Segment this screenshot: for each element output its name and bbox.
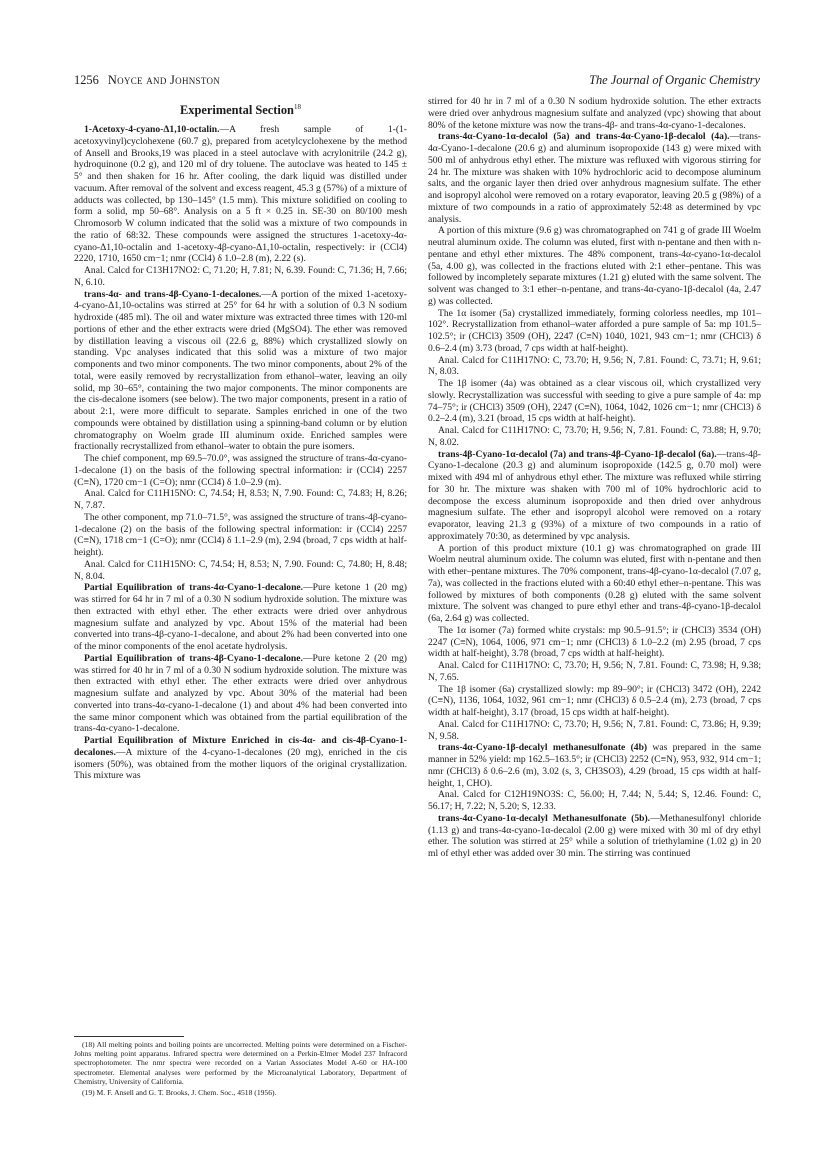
paragraph (74, 653, 407, 735)
footnote: (18) All melting points and boiling points are uncorrected. Melting points were determined on a Fischer-Johns melting point apparatus. Infrared spectra were determined on a Perkin-Elmer Model 237 Infracord spectrophotometer. The nmr spectra were recorded on a Varian Associates Model A-60 or HA-100 spectrometer. Elemental analyses were performed by the Microanalytical Laboratory, Department of Chemistry, University of California. (74, 1040, 407, 1086)
paragraph-text: The 1β isomer (6a) crystallized slowly: mp 89–90°; ir (CHCl3) 3472 (OH), 2242 (C≡N), 1136, 1064, 1032, 961 cm−1; nmr (CHCl3) δ 0.5–2.4 (m), 2.73 (broad, 7 cps width at half-height), 3.17 (broad, 15 cps width at half-height). (428, 683, 761, 718)
paragraph (74, 289, 407, 454)
paragraph (74, 735, 407, 782)
paragraph (428, 660, 761, 684)
paragraph (428, 131, 761, 225)
journal-title: The Journal of Organic Chemistry (589, 73, 760, 87)
paragraph (428, 543, 761, 625)
paragraph (428, 96, 761, 131)
running-authors: Noyce and Johnston (107, 73, 221, 87)
paragraph-text: —Methanesulfonyl chloride (1.13 g) and trans-4α-cyano-1α-decalol (2.00 g) were mixed with 30 ml of dry ethyl ether. The solution was stirred at 25° while a solution of triethylamine (1.02 g) in 20 ml of ethyl ether was added over 30 min. The stirring was continued (428, 812, 761, 859)
paragraph-text: A portion of this mixture (9.6 g) was chromatographed on 741 g of grade III Woelm neutral aluminum oxide. The column was eluted, first with n-pentane and then with n-pentane and ethyl ether mixtures. The 48% component, trans-4α-cyano-1α-decalol (5a, 4.00 g), was collected in the fractions eluted with 2:1 ether–pentane. This was followed by incompletely separate mixtures (1.21 g) eluted with the same solvent. The solvent was changed to 3:1 ether–n-pentane, and trans-4α-cyano-1β-decalol (4a, 2.47 g) was collected. (428, 225, 761, 307)
paragraph-text: The 1β isomer (4a) was obtained as a clear viscous oil, which crystallized very slowly. Recrystallization was successful with seeding to give a pure sample of 4a: mp 74–75°; ir (CHCl3) 3509 (OH), 2247 (C≡N), 1064, 1042, 1026 cm−1; nmr (CHCl3) δ 0.2–2.4 (m), 3.21 (broad, 15 cps width at half-height). (428, 378, 761, 425)
paragraph-text: The chief component, mp 69.5–70.0°, was assigned the structure of trans-4α-cyano-1-decalone (1) on the basis of the following spectral information: ir (CCl4) 2257 (C≡N), 1720 cm−1 (C=O); nmr (CCl4) δ 1.0–2.9 (m). (74, 453, 407, 488)
paragraph-text: —A portion of the mixed 1-acetoxy-4-cyano-Δ1,10-octalins was stirred at 25° for 64 hr with a solution of 0.3 N sodium hydroxide (485 ml). The oil and water mixture was extracted three times with 120-ml portions of ether and the ether extracts were dried (MgSO4). The ether was removed by distillation leaving a viscous oil (22.6 g, 88%) which crystallized slowly on standing. Vpc analyses indicated that this solid was a mixture of two major components and two minor components. The two minor components, about 2% of the total, were easily removed by recrystallization from ethanol–water, leaving an oily solid, mp 30–65°, containing the two major components. The minor components are the cis-decalone isomers (see below). The two major components, present in a ratio of about 2:1, were more difficult to separate. Samples enriched in one of the two compounds were obtained by distillation using a spinning-band column or by elution chromatography on Woelm grade III aluminum oxide. Enriched samples were fractionally recrystallized from ethanol–water to obtain the pure isomers. (74, 288, 407, 453)
left-column (74, 96, 407, 782)
run-in-heading: Partial Equilibration of trans-4β-Cyano-1-decalone. (84, 652, 303, 664)
paragraph-text: Anal. Calcd for C11H15NO: C, 74.54; H, 8.53; N, 7.90. Found: C, 74.83; H, 8.26; N, 7.87. (74, 488, 407, 512)
header-left (74, 72, 220, 88)
section-title (74, 100, 407, 118)
paragraph-text: —A mixture of the 4-cyano-1-decalones (20 mg), enriched in the cis isomers (50%), was obtained from the mother liquors of the original crystallization. This mixture was (74, 746, 407, 782)
paragraph-text: —A fresh sample of 1-(1-acetoxyvinyl)cyclohexene (60.7 g), prepared from acetylcyclohexene by the method of Ansell and Brooks,19 was placed in a steel autoclave with acrylonitrile (24.2 g), hydroquinone (0.2 g), and 120 ml of dry toluene. The autoclave was heated to 145 ± 5° and then shaken for 16 hr. After cooling, the dark liquid was distilled under vacuum. After removal of the solvent and excess reagent, 45.3 g (57%) of a mixture of adducts was collected, bp 130–145° (1.5 mm). This mixture solidified on cooling to form a solid, mp 50–68°. Analysis on a 5 ft × 0.25 in. SE-30 on 80/100 mesh Chromosorb W column indicated that the solid was a mixture of two compounds in the ratio of 68:32. These compounds were assigned the structures 1-acetoxy-4α-cyano-Δ1,10-octalin and 1-acetoxy-4β-cyano-Δ1,10-octalin, respectively: ir (CCl4) 2220, 1710, 1650 cm−1; nmr (CCl4) δ 1.0–2.8 (m), 2.22 (s). (74, 124, 407, 265)
paragraph (428, 225, 761, 307)
paragraph (428, 719, 761, 743)
paragraph (74, 512, 407, 559)
paragraph-text: Anal. Calcd for C11H17NO: C, 73.70; H, 9.56; N, 7.81. Found: C, 73.98; H, 9.38; N, 7.65. (428, 660, 761, 683)
paragraph (428, 789, 761, 813)
run-in-heading: Partial Equilibration of Mixture Enriched in cis-4α- and cis-4β-Cyano-1-decalones. (74, 735, 407, 758)
run-in-heading: trans-4α-Cyano-1α-decalyl Methanesulfonate (5b). (438, 812, 651, 824)
paragraph (428, 742, 761, 789)
paragraph (74, 559, 407, 583)
section-title-text: Experimental Section (180, 103, 294, 118)
paragraph (74, 453, 407, 488)
paragraph-text: was prepared in the same manner in 52% yield: mp 162.5–163.5°; ir (CHCl3) 2252 (C≡N), 953, 932, 914 cm−1; nmr (CHCl3) δ 0.6–2.6 (m), 3.02 (s, 3, CH3SO3), 4.29 (broad, 15 cps width at half-height, 1, CHO). (428, 742, 761, 789)
paragraph (428, 449, 761, 543)
paragraph (74, 265, 407, 289)
footnotes (74, 1040, 407, 1099)
right-column (428, 96, 761, 860)
paragraph (428, 425, 761, 449)
paragraph-text: The other component, mp 71.0–71.5°, was assigned the structure of trans-4β-cyano-1-decalone (2) on the basis of the following spectral information: ir (CCl4) 2257 (C≡N), 1718 cm−1 (C=O); nmr (CCl4) δ 1.1–2.9 (m), 2.94 (broad, 7 cps width at half-height). (74, 511, 407, 559)
footnote-rule (74, 1036, 184, 1037)
run-in-heading: trans-4α-Cyano-1α-decalol (5a) and trans-4α-Cyano-1β-decalol (4a). (438, 131, 730, 143)
page-number: 1256 (74, 73, 99, 87)
paragraph (428, 813, 761, 860)
paragraph-text: Anal. Calcd for C11H17NO: C, 73.70; H, 9.56; N, 7.81. Found: C, 73.88; H, 9.70; N, 8.02. (428, 425, 761, 448)
paragraph (74, 488, 407, 512)
run-in-heading: trans-4α- and trans-4β-Cyano-1-decalones. (84, 288, 262, 300)
paragraph (428, 625, 761, 660)
paragraph-text: —trans-4α-Cyano-1-decalone (20.6 g) and aluminum isopropoxide (143 g) were mixed with 500 ml of anhydrous ethyl ether. The mixture was refluxed with vigorous stirring for 24 hr. The mixture was shaken with 10% hydrochloric acid to decompose aluminum salts, and the organic layer then dried over anhydrous magnesium sulfate. The ether and isopropyl alcohol were removed on a rotary evaporator, leaving 20.5 g (98%) of a mixture of two compounds in a ratio of approximately 52:48 as determined by vpc analysis. (428, 131, 761, 225)
section-title-ref: 18 (293, 103, 301, 111)
paragraph-text: The 1α isomer (7a) formed white crystals: mp 90.5–91.5°; ir (CHCl3) 3534 (OH) 2247 (C≡N), 1064, 1006, 971 cm−1; nmr (CHCl3) δ 1.0–2.2 (m) 2.95 (broad, 7 cps width at half-height), 3.78 (broad, 7 cps width at half-height). (428, 624, 761, 660)
paragraph-text: —Pure ketone 2 (20 mg) was stirred for 40 hr in 7 ml of a 0.30 N sodium hydroxide solution. The mixture was then extracted with ethyl ether. The ether extracts were dried over anhydrous magnesium sulfate and analyzed by vpc. About 30% of the material had been converted into trans-4α-cyano-1-decalone (1) and about 4% had been converted into the same minor component which was obtained from the partial equilibration of the trans-4α-cyano-1-decalone. (74, 652, 407, 735)
paragraph-text: Anal. Calcd for C11H17NO: C, 73.70; H, 9.56; N, 7.81. Found: C, 73.86; H, 9.39; N, 9.58. (428, 718, 761, 742)
paragraph-text: Anal. Calcd for C11H15NO: C, 74.54; H, 8.53; N, 7.90. Found: C, 74.80; H, 8.48; N, 8.04. (74, 558, 407, 582)
paragraph-text: Anal. Calcd for C12H19NO3S: C, 56.00; H, 7.44; N, 5.44; S, 12.46. Found: C, 56.17; H, 7.22; N, 5.20; S, 12.33. (428, 789, 761, 812)
left-paragraphs (74, 124, 407, 782)
paragraph-text: Anal. Calcd for C11H17NO: C, 73.70; H, 9.56; N, 7.81. Found: C, 73.71; H, 9.61; N, 8.03. (428, 354, 761, 378)
right-paragraphs (428, 96, 761, 860)
paragraph-text: —Pure ketone 1 (20 mg) was stirred for 64 hr in 7 ml of a 0.30 N sodium hydroxide solution. The mixture was then extracted with ethyl ether. The ether extracts were dried over anhydrous magnesium sulfate and analyzed by vpc. About 15% of the material had been converted into trans-4β-cyano-1-decalone, and about 2% had been converted into one of the minor components of the enol acetate hydrolysis. (74, 582, 407, 653)
paragraph-text: Anal. Calcd for C13H17NO2: C, 71.20; H, 7.81; N, 6.39. Found: C, 71.36; H, 7.66; N, 6.10. (74, 265, 407, 288)
paragraph-text: A portion of this product mixture (10.1 g) was chromatographed on grade III Woelm neutral aluminum oxide. The column was eluted, first with n-pentane and then with ether–pentane mixtures. The 70% component, trans-4β-cyano-1α-decalol (7.07 g, 7a), was collected in the fractions eluted with a 60:40 ethyl ether–n-pentane. This was followed by mixtures of both components (0.28 g) eluted with the same solvent mixture. The solvent was changed to pure ethyl ether and trans-4β-cyano-1β-decalol (6a, 2.64 g) was collected. (428, 542, 761, 624)
paragraph-text: The 1α isomer (5a) crystallized immediately, forming colorless needles, mp 101–102°. Recrystallization from ethanol–water afforded a pure sample of 5a: mp 101.5–102.5°; ir (CHCl3) 3509 (OH), 2247 (C≡N) 1040, 1021, 943 cm−1; nmr (CHCl3) δ 0.6–2.4 (m) 3.73 (broad, 7 cps width at half-height). (428, 307, 761, 354)
run-in-heading: trans-4α-Cyano-1β-decalyl methanesulfonate (4b) (438, 742, 648, 754)
paragraph (74, 582, 407, 653)
footnote: (19) M. F. Ansell and G. T. Brooks, J. Chem. Soc., 4518 (1956). (82, 1088, 277, 1098)
paragraph-text: —trans-4β-Cyano-1-decalone (20.3 g) and aluminum isopropoxide (142.5 g, 0.70 mol) were mixed with 494 ml of anhydrous ethyl ether. The mixture was refluxed while stirring for 30 hr. The mixture was shaken with 700 ml of 10% hydrochloric acid to decompose the excess aluminum isopropoxide and then dried over anhydrous magnesium sulfate. The ether and isopropyl alcohol were removed on a rotary evaporator, leaving 21.3 g (93%) of a mixture of two compounds in a ratio of approximately 70:30, as determined by vpc analysis. (428, 448, 761, 542)
run-in-heading: 1-Acetoxy-4-cyano-Δ1,10-octalin. (84, 124, 220, 136)
running-header (74, 72, 760, 88)
run-in-heading: Partial Equilibration of trans-4α-Cyano-1-decalone. (84, 582, 304, 594)
paragraph (428, 684, 761, 719)
paragraph (428, 355, 761, 379)
paragraph-text: stirred for 40 hr in 7 ml of a 0.30 N sodium hydroxide solution. The ether extracts were dried over anhydrous magnesium sulfate and analyzed (vpc) showing that about 80% of the ketone mixture was now the trans-4β- and trans-4α-cyano-1-decalones. (428, 96, 761, 131)
paragraph (428, 378, 761, 425)
paragraph (74, 124, 407, 265)
paragraph (428, 308, 761, 355)
run-in-heading: trans-4β-Cyano-1α-decalol (7a) and trans-4β-Cyano-1β-decalol (6a). (438, 448, 717, 460)
